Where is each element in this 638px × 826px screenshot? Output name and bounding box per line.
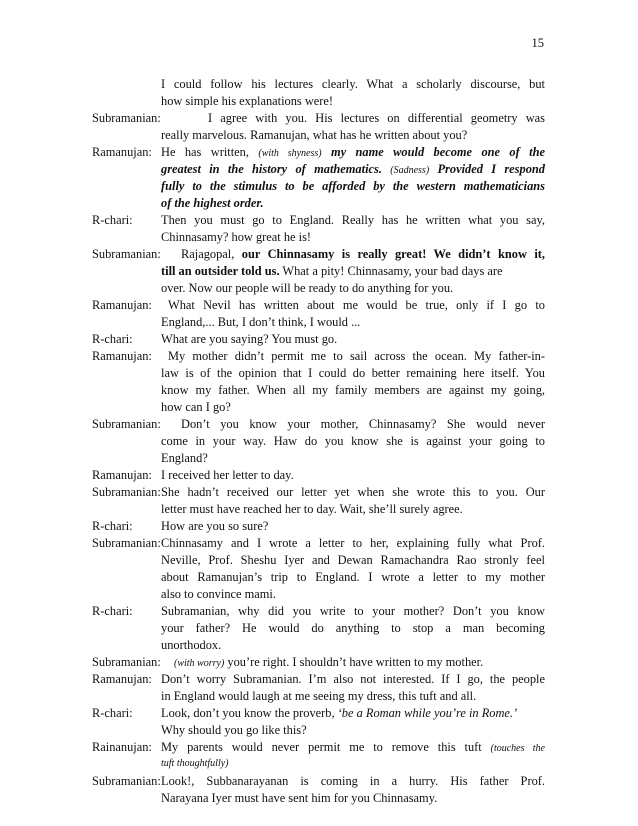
stage-direction: (with shyness): [258, 148, 322, 159]
speaker-label: Subramanian:: [92, 774, 161, 788]
speaker-label: R-chari:: [92, 332, 133, 346]
text-line: your father? He would do anything to stop a man becoming: [161, 621, 545, 635]
speaker-label: Ramanujan:: [92, 468, 152, 482]
text-line: She hadn’t received our letter yet when she wrote this to you. Our: [161, 485, 545, 499]
emphasis-text: my name would become one of the: [331, 145, 545, 159]
stage-direction: (with worry): [174, 658, 225, 669]
text-line: [161, 161, 545, 179]
speaker-label: Subramanian:: [92, 111, 161, 125]
text-line: I could follow his lectures clearly. What a scholarly discourse, but: [161, 77, 545, 91]
text-line: [161, 263, 545, 279]
text-line: Subramanian, why did you write to your mother? Don’t you know: [161, 604, 545, 618]
emphasis-text: greatest in the history of mathematics.: [161, 162, 382, 176]
text-line: Don’t worry Subramanian. I’m also not interested. If I go, the people: [161, 672, 545, 686]
text-line: Why should you go like this?: [161, 723, 307, 737]
text-line: over. Now our people will be ready to do anything for you.: [161, 281, 454, 295]
emphasis-text: our Chinnasamy is really great! We didn’t know it,: [241, 247, 545, 261]
text-line: of the highest order.: [161, 196, 264, 210]
text-line: [161, 705, 545, 721]
text-line: [181, 246, 545, 262]
speaker-label: Rainanujan:: [92, 740, 152, 754]
text-line: how can I go?: [161, 400, 231, 414]
speaker-label: Ramanujan:: [92, 349, 152, 363]
text-line: about Ramanujan’s trip to England. I wrote a letter to my mother: [161, 570, 545, 584]
text-line: letter must have reached her to day. Wait, she’ll surely agree.: [161, 502, 463, 516]
text-span: Rajagopal,: [181, 247, 235, 261]
text-line: I received her letter to day.: [161, 468, 294, 482]
text-line: [161, 144, 545, 162]
stage-direction: (Sadness): [390, 165, 430, 176]
emphasis-text: till an outsider told us.: [161, 264, 280, 278]
text-line: really marvelous. Ramanujan, what has he written about you?: [161, 128, 468, 142]
text-line: Chinnasamy and I wrote a letter to her, explaining fully what Prof.: [161, 536, 545, 550]
text-span: He has written,: [161, 145, 249, 159]
text-line: know my father. When all my family members are against my going,: [161, 383, 545, 397]
text-span: you’re right. I shouldn’t have written to my mother.: [224, 655, 484, 669]
stage-direction: tuft thoughtfully): [161, 758, 229, 769]
speaker-label: Subramanian:: [92, 485, 161, 499]
text-line: [174, 654, 545, 672]
speaker-label: R-chari:: [92, 213, 133, 227]
text-line: fully to the stimulus to be afforded by the western mathematicians: [161, 179, 545, 193]
text-line: What are you saying? You must go.: [161, 332, 338, 346]
speaker-label: R-chari:: [92, 706, 133, 720]
text-span: Look, don’t you know the proverb,: [161, 706, 335, 720]
speaker-label: Ramanujan:: [92, 298, 152, 312]
text-line: Chinnasamy? how great he is!: [161, 230, 312, 244]
speaker-label: Subramanian:: [92, 536, 161, 550]
text-span: My parents would never permit me to remove this tuft: [161, 740, 482, 754]
speaker-label: Subramanian:: [92, 655, 161, 669]
text-line: come in your way. Haw do you know she is against your going to: [161, 434, 545, 448]
text-line: Look!, Subbanarayanan is coming in a hurry. His father Prof.: [161, 774, 545, 788]
text-line: I agree with you. His lectures on differential geometry was: [208, 111, 545, 125]
text-line: in England would laugh at me seeing my dress, this tuft and all.: [161, 689, 477, 703]
text-line: Narayana Iyer must have sent him for you Chinnasamy.: [161, 791, 438, 805]
text-line: how simple his explanations were!: [161, 94, 334, 108]
stage-direction: (touches the: [490, 743, 545, 754]
text-span: What a pity! Chinnasamy, your bad days are: [279, 264, 503, 278]
text-line: England,... But, I don’t think, I would ...: [161, 315, 361, 329]
text-line: Neville, Prof. Sheshu Iyer and Dewan Ramachandra Rao stronly feel: [161, 553, 545, 567]
text-line: How are you so sure?: [161, 519, 269, 533]
text-line: What Nevil has written about me would be true, only if I go to: [168, 298, 545, 312]
speaker-label: Ramanujan:: [92, 145, 152, 159]
text-line: [161, 739, 545, 757]
quoted-proverb: ‘be a Roman while you’re in Rome.’: [334, 706, 518, 720]
text-line: also to convince mami.: [161, 587, 276, 601]
text-line: England?: [161, 451, 208, 465]
text-line: Don’t you know your mother, Chinnasamy? She would never: [181, 417, 545, 431]
speaker-label: R-chari:: [92, 519, 133, 533]
text-line: Then you must go to England. Really has he written what you say,: [161, 213, 545, 227]
speaker-label: Subramanian:: [92, 417, 161, 431]
speaker-label: R-chari:: [92, 604, 133, 618]
speaker-label: Subramanian:: [92, 247, 161, 261]
page-number: 15: [531, 36, 544, 50]
emphasis-text: Provided I respond: [437, 162, 545, 176]
text-line: unorthodox.: [161, 638, 222, 652]
text-line: My mother didn’t permit me to sail across the ocean. My father-in-: [168, 349, 545, 363]
text-line: law is of the opinion that I could do better remaining here itself. You: [161, 366, 545, 380]
speaker-label: Ramanujan:: [92, 672, 152, 686]
